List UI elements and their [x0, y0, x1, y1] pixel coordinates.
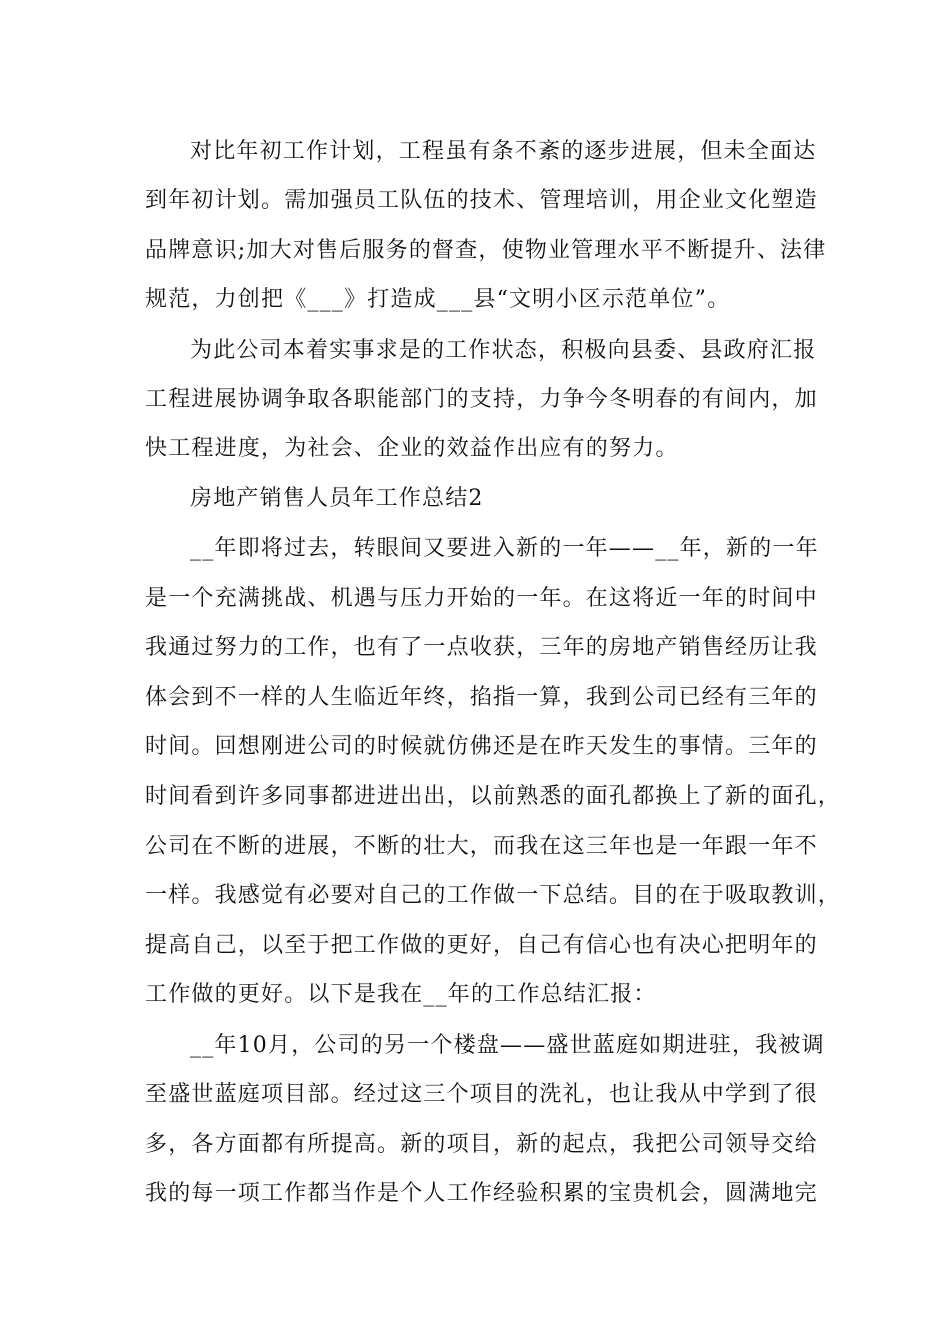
- paragraph-1-line-2: 到年初计划。需加强员工队伍的技术、管理培训，用企业文化塑造: [145, 188, 818, 213]
- paragraph-3-line-10: 工作做的更好。以下是我在__年的工作总结汇报：: [145, 982, 657, 1007]
- paragraph-3-line-3: 我通过努力的工作，也有了一点收获，三年的房地产销售经历让我: [145, 635, 818, 660]
- paragraph-4-line-1: __年10月，公司的另一个楼盘——盛世蓝庭如期进驻，我被调: [190, 1033, 825, 1058]
- paragraph-2-line-2: 工程进展协调争取各职能部门的支持，力争今冬明春的有间内，加: [145, 387, 818, 412]
- paragraph-3-line-8: 一样。我感觉有必要对自己的工作做一下总结。目的在于吸取教训，: [145, 883, 842, 908]
- paragraph-3-line-9: 提高自己，以至于把工作做的更好，自己有信心也有决心把明年的: [145, 933, 818, 958]
- paragraph-3-line-5: 时间。回想刚进公司的时候就仿佛还是在昨天发生的事情。三年的: [145, 734, 818, 759]
- paragraph-4-line-3: 多，各方面都有所提高。新的项目，新的起点，我把公司领导交给: [145, 1132, 818, 1157]
- paragraph-4-line-2: 至盛世蓝庭项目部。经过这三个项目的洗礼，也让我从中学到了很: [145, 1082, 818, 1107]
- paragraph-1-line-4: 规范，力创把《___》打造成___县“文明小区示范单位”。: [145, 287, 731, 312]
- section-heading: 房地产销售人员年工作总结2: [190, 486, 484, 511]
- paragraph-1-line-3: 品牌意识;加大对售后服务的督查，使物业管理水平不断提升、法律: [145, 238, 827, 263]
- paragraph-2-line-3: 快工程进度，为社会、企业的效益作出应有的努力。: [145, 436, 679, 461]
- paragraph-1-line-1: 对比年初工作计划，工程虽有条不紊的逐步进展，但未全面达: [190, 139, 817, 164]
- paragraph-3-line-7: 公司在不断的进展，不断的壮大，而我在这三年也是一年跟一年不: [145, 834, 818, 859]
- paragraph-3-line-2: 是一个充满挑战、机遇与压力开始的一年。在这将近一年的时间中: [145, 586, 818, 611]
- paragraph-4-line-4: 我的每一项工作都当作是个人工作经验积累的宝贵机会，圆满地完: [145, 1181, 818, 1206]
- paragraph-3-line-1: __年即将过去，转眼间又要进入新的一年——__年，新的一年: [190, 536, 819, 561]
- paragraph-2-line-1: 为此公司本着实事求是的工作状态，积极向县委、县政府汇报: [190, 338, 817, 363]
- paragraph-3-line-4: 体会到不一样的人生临近年终，掐指一算，我到公司已经有三年的: [145, 685, 818, 710]
- paragraph-3-line-6: 时间看到许多同事都进进出出，以前熟悉的面孔都换上了新的面孔，: [145, 784, 842, 809]
